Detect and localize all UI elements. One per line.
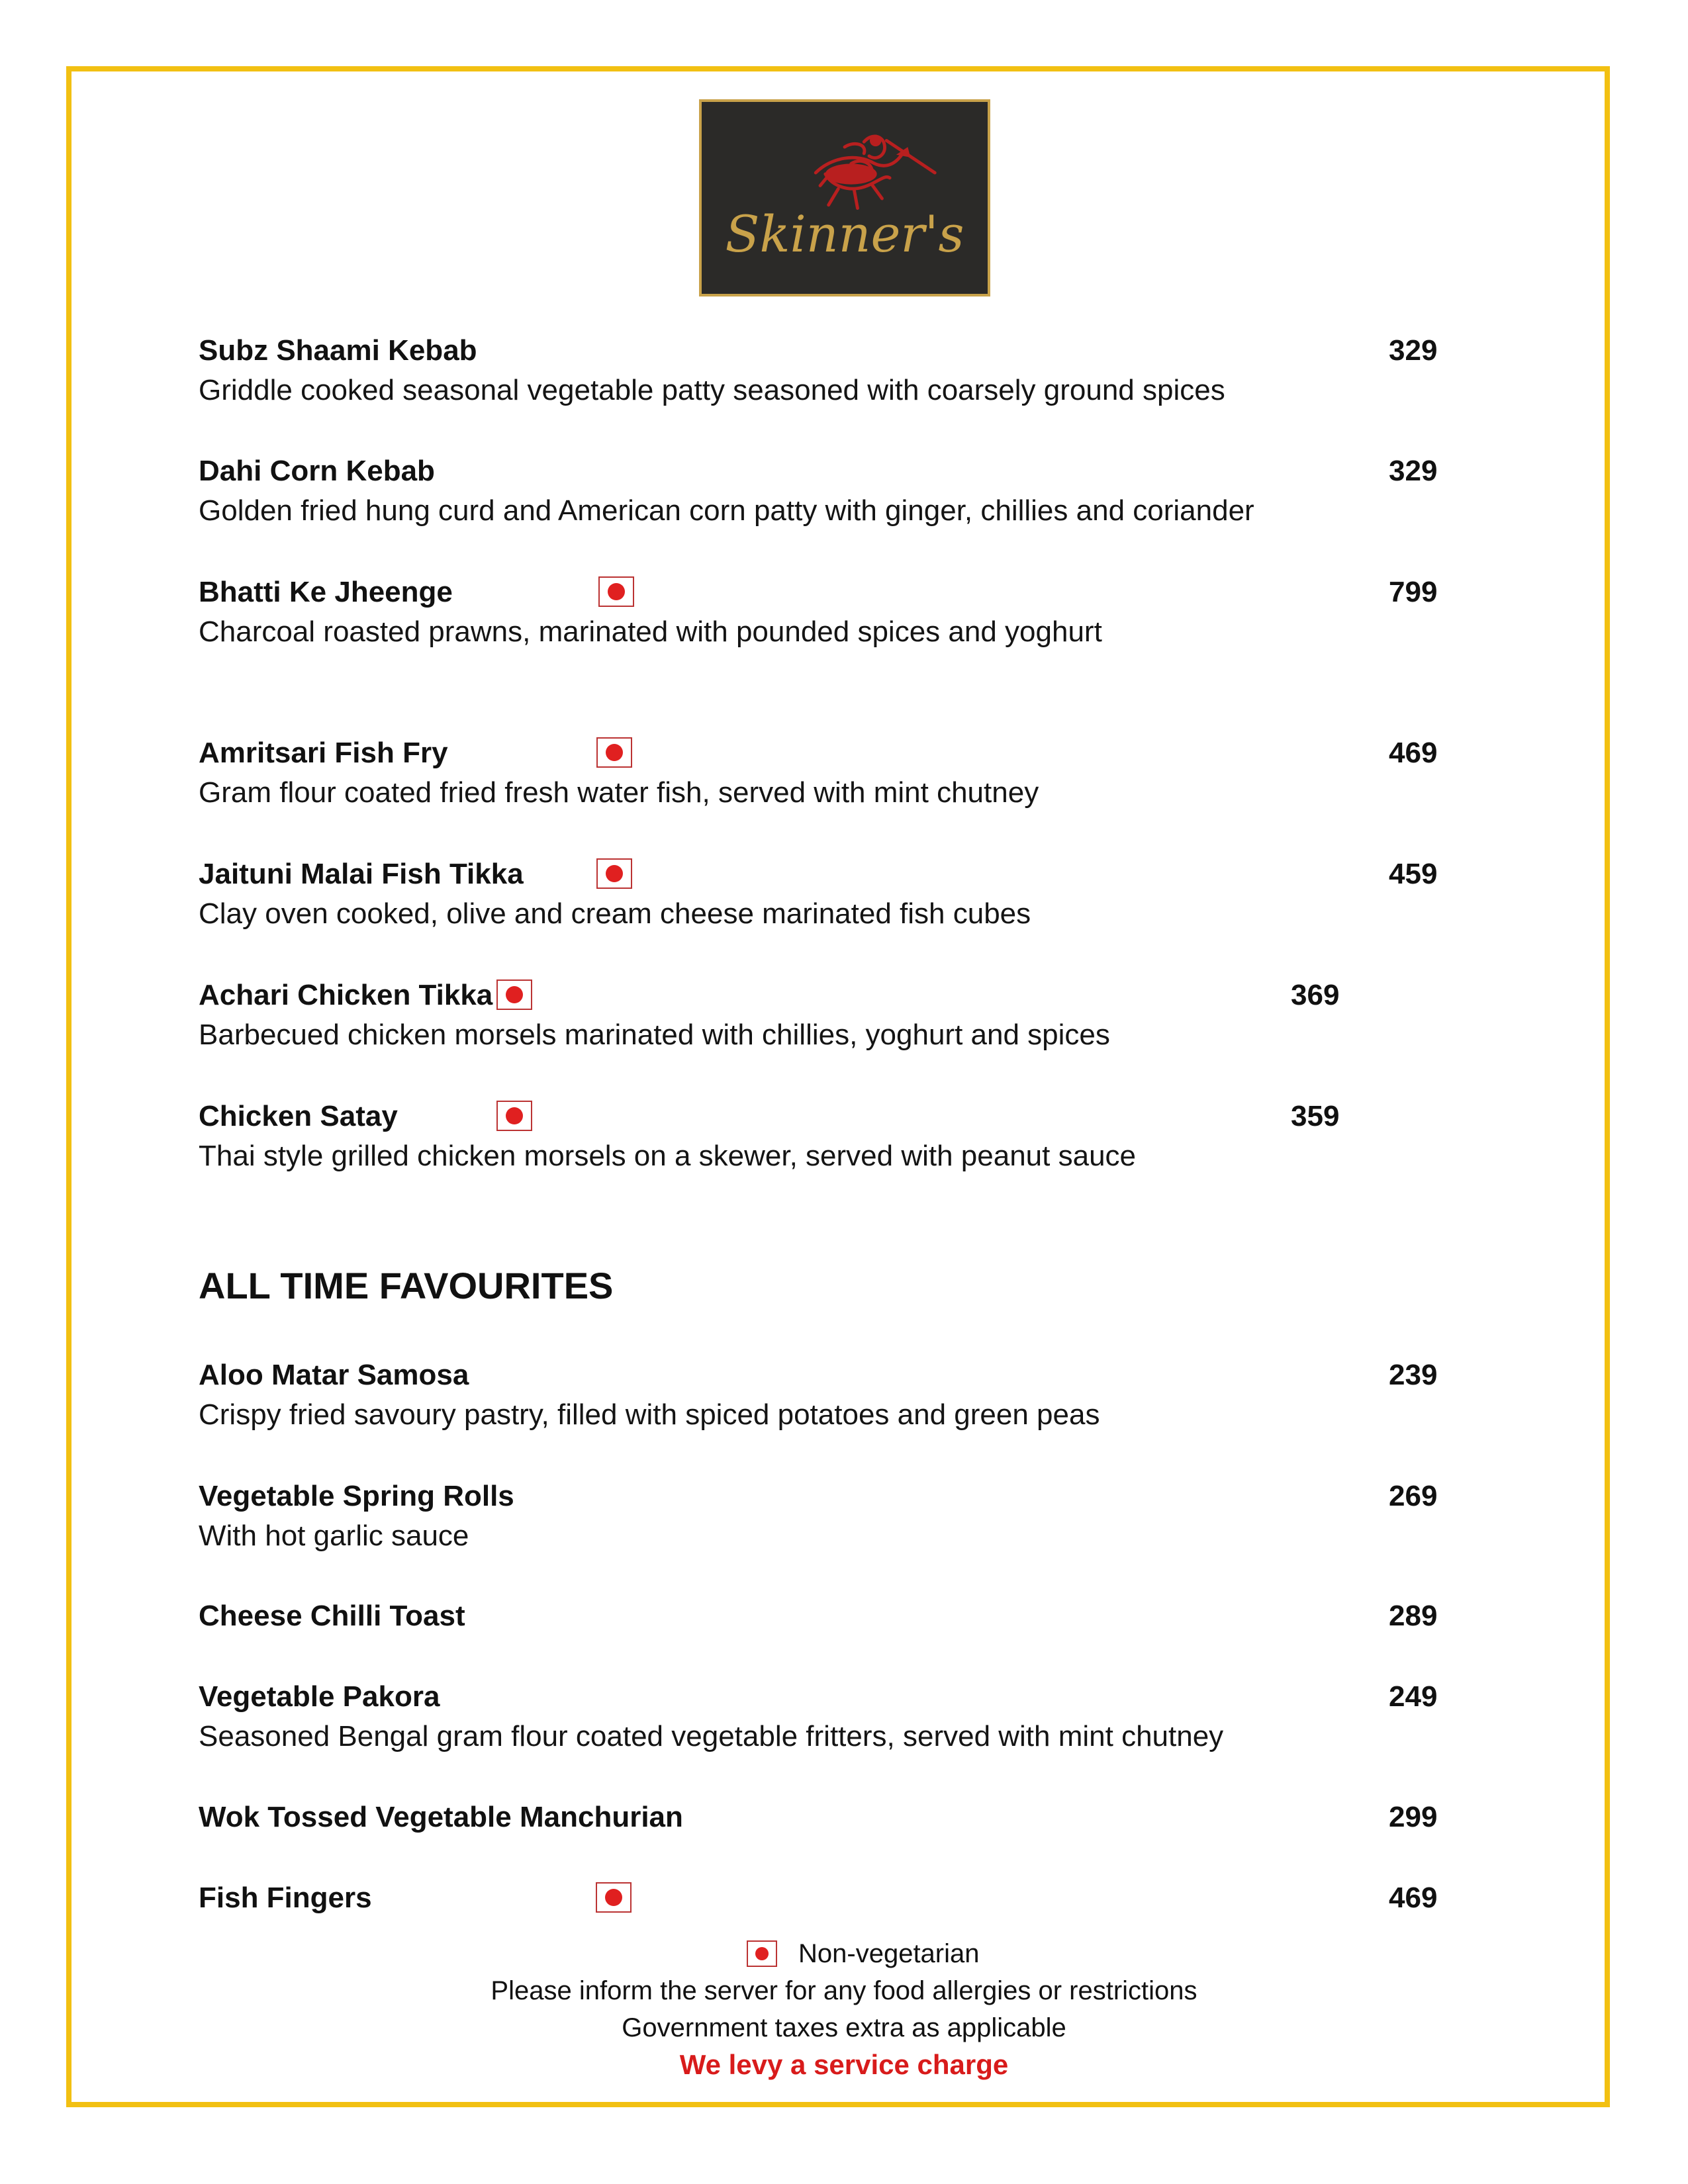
dish-name: Dahi Corn Kebab (199, 455, 435, 487)
dish-name: Subz Shaami Kebab (199, 334, 477, 367)
non-veg-icon (596, 1882, 632, 1913)
legend-label: Non-vegetarian (798, 1939, 980, 1968)
dish-price: 459 (1389, 858, 1438, 890)
dish-description: With hot garlic sauce (199, 1520, 469, 1552)
dish-price: 799 (1389, 576, 1438, 608)
dish-name: Cheese Chilli Toast (199, 1600, 465, 1632)
dish-description: Barbecued chicken morsels marinated with chillies, yoghurt and spices (199, 1019, 1110, 1051)
dish-name: Fish Fingers (199, 1882, 372, 1914)
dish-name: Vegetable Spring Rolls (199, 1480, 514, 1512)
dish-price: 239 (1389, 1359, 1438, 1391)
dish-name: Achari Chicken Tikka (199, 979, 493, 1011)
dish-price: 369 (1291, 979, 1340, 1011)
dish-price: 469 (1389, 1882, 1438, 1914)
restaurant-logo (699, 99, 990, 296)
dish-description: Golden fried hung curd and American corn patty with ginger, chillies and coriander (199, 494, 1254, 527)
dish-description: Seasoned Bengal gram flour coated vegetable fritters, served with mint chutney (199, 1720, 1224, 1752)
logo-wordmark: Skinner's (725, 205, 964, 263)
dish-price: 359 (1291, 1100, 1340, 1132)
dish-name: Jaituni Malai Fish Tikka (199, 858, 524, 890)
dish-description: Crispy fried savoury pastry, filled with spiced potatoes and green peas (199, 1398, 1100, 1431)
dish-price: 269 (1389, 1480, 1438, 1512)
dish-price: 469 (1389, 737, 1438, 769)
non-veg-icon (496, 979, 532, 1010)
non-veg-icon (598, 576, 634, 607)
dish-description: Gram flour coated fried fresh water fish, served with mint chutney (199, 776, 1039, 809)
tax-note: Government taxes extra as applicable (622, 2013, 1066, 2042)
dish-price: 289 (1389, 1600, 1438, 1632)
dish-description: Thai style grilled chicken morsels on a skewer, served with peanut sauce (199, 1140, 1137, 1172)
non-veg-icon (596, 858, 632, 889)
dish-name: Chicken Satay (199, 1100, 398, 1132)
dish-name: Wok Tossed Vegetable Manchurian (199, 1801, 683, 1833)
dish-price: 329 (1389, 455, 1438, 487)
dish-description: Clay oven cooked, olive and cream cheese marinated fish cubes (199, 897, 1031, 930)
non-veg-icon (596, 737, 632, 768)
allergy-note: Please inform the server for any food allergies or restrictions (491, 1976, 1197, 2005)
dish-price: 299 (1389, 1801, 1438, 1833)
dish-price: 329 (1389, 334, 1438, 367)
dish-name: Aloo Matar Samosa (199, 1359, 469, 1391)
non-veg-legend-icon (747, 1940, 777, 1967)
dish-name: Amritsari Fish Fry (199, 737, 448, 769)
dish-name: Vegetable Pakora (199, 1680, 440, 1713)
section-title: ALL TIME FAVOURITES (199, 1265, 614, 1306)
non-veg-icon (496, 1101, 532, 1131)
dish-description: Griddle cooked seasonal vegetable patty seasoned with coarsely ground spices (199, 374, 1225, 406)
dish-price: 249 (1389, 1680, 1438, 1713)
dish-description: Charcoal roasted prawns, marinated with pounded spices and yoghurt (199, 615, 1102, 648)
service-charge-note: We levy a service charge (679, 2049, 1009, 2080)
logo-graphic (702, 102, 988, 294)
dish-name: Bhatti Ke Jheenge (199, 576, 453, 608)
